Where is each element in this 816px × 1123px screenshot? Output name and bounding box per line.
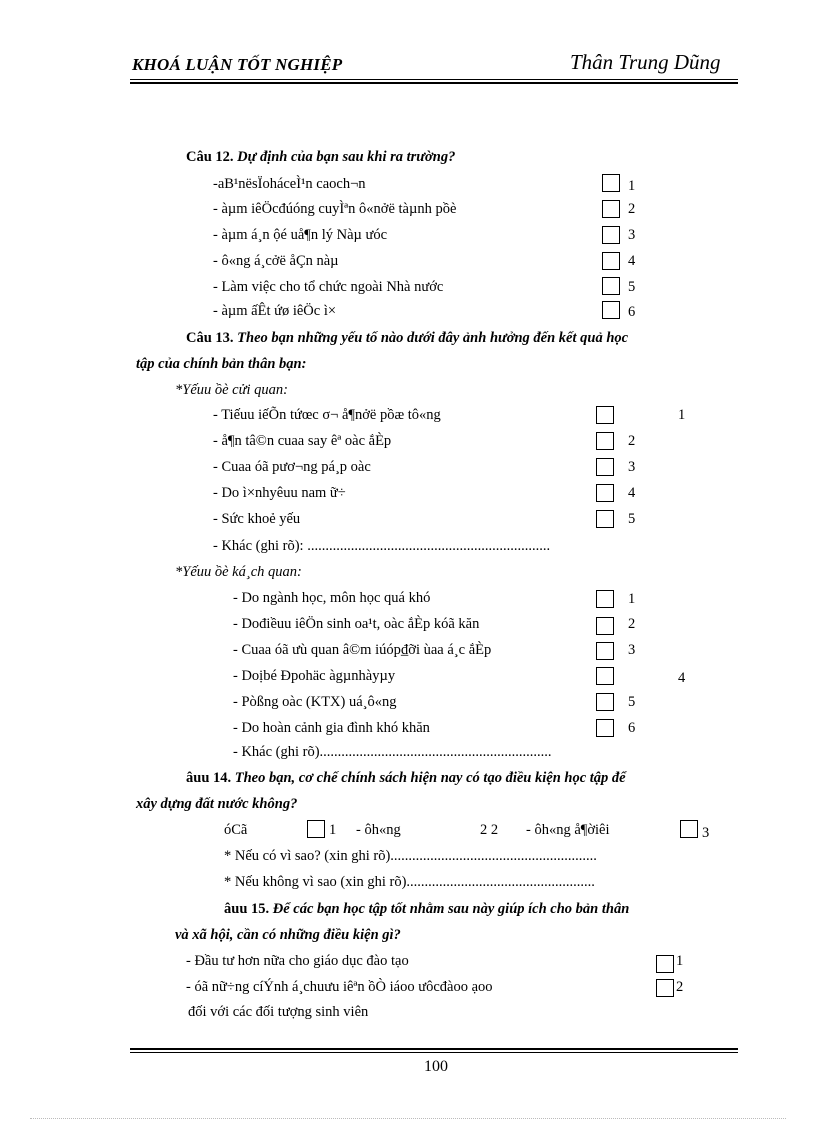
q13-obj-checkbox-6[interactable] <box>596 719 614 737</box>
q13-subj-num-4: 4 <box>628 485 636 501</box>
q13-obj-checkbox-3[interactable] <box>596 642 614 660</box>
q12-num-2: 2 <box>628 201 636 217</box>
q12-num-1: 1 <box>628 178 636 194</box>
q12-num-6: 6 <box>628 304 636 320</box>
q14-opt1-num: 1 <box>329 822 337 838</box>
q13-obj-option-6: - Do hoàn cảnh gia đình khó khăn <box>233 720 430 736</box>
footer-rule-thick <box>130 1048 738 1050</box>
q15-text-1: Để các bạn học tập tốt nhằm sau này giúp ích cho bản thân <box>272 901 630 917</box>
page-number: 100 <box>424 1058 448 1075</box>
q12-option-1: -aB¹nësÏoháceÌ¹n caoch¬n <box>213 176 366 192</box>
q13-obj-option-3: - Cuaa óã ưù quan â©m iúóp₫ỡi ùaa á¸c ắÈp <box>233 642 492 658</box>
q13-obj-checkbox-4[interactable] <box>596 667 614 685</box>
q12-checkbox-2[interactable] <box>602 200 620 218</box>
q13-question-line2: tập của chính bản thân bạn: <box>136 356 307 372</box>
q14-prefix: âuu 14. <box>186 770 232 786</box>
q14-text-1: Theo bạn, cơ chế chính sách hiện nay có tạo điều kiện học tập để <box>234 770 626 786</box>
q12-option-3: - àµm á¸n ộé uå¶n lý Nàµ ưóc <box>213 227 388 243</box>
q13-obj-option-1: - Do ngành học, môn học quá khó <box>233 590 431 606</box>
q13-obj-checkbox-1[interactable] <box>596 590 614 608</box>
q13-subj-option-1: - Tiếuu iếÕn tứœc σ¬ å¶nởë pồæ tô«ng <box>213 407 441 423</box>
q15-question-line1 <box>224 901 629 918</box>
q13-question-line1 <box>186 330 628 347</box>
q12-checkbox-1[interactable] <box>602 174 620 192</box>
q13-subj-checkbox-1[interactable] <box>596 406 614 424</box>
q14-opt2-num: 2 2 <box>480 822 499 838</box>
q13-obj-num-3: 3 <box>628 642 636 658</box>
q12-text: Dự định của bạn sau khi ra trường? <box>237 149 456 165</box>
q13-subj-option-2: - å¶n tâ©n cuaa say êª oàc ắÈp <box>213 433 392 449</box>
q13-subj-num-2: 2 <box>628 433 636 449</box>
q12-option-5: - Làm việc cho tổ chức ngoài Nhà nước <box>213 279 444 295</box>
q14-why-yes: * Nếu có vì sao? (xin ghi rõ)......................................................... <box>224 848 597 864</box>
q13-subj-num-3: 3 <box>628 459 636 475</box>
q15-checkbox-2[interactable] <box>656 979 674 997</box>
q15-continuation: đối với các đối tượng sinh viên <box>188 1004 369 1020</box>
q14-why-no: * Nếu không vì sao (xin ghi rõ).................................................... <box>224 874 595 890</box>
q13-obj-option-4: - Doịbé Ðpohäc àgµnhàyµy <box>233 668 396 684</box>
q13-subjective-heading: *Yếuu ồè cửi quan: <box>175 382 289 398</box>
header-title: KHOÁ LUẬN TỐT NGHIỆP <box>132 55 343 74</box>
q12-num-5: 5 <box>628 279 636 295</box>
q13-obj-option-5: - Pòßng oàc (KTX) uá¸ô«ng <box>233 694 397 710</box>
page-edge-dotted <box>30 1118 786 1119</box>
q12-question <box>186 149 455 166</box>
header-author: Thân Trung Dũng <box>570 50 721 74</box>
q13-subj-option-5: - Sức khoẻ yếu <box>213 511 301 527</box>
q14-opt1-label: óCã <box>224 822 248 838</box>
q14-checkbox-1[interactable] <box>307 820 325 838</box>
q14-opt2-label: - ôh«ng <box>356 822 401 838</box>
footer-rule <box>130 1052 738 1053</box>
q12-checkbox-3[interactable] <box>602 226 620 244</box>
q15-num-2: 2 <box>676 979 684 995</box>
q13-subj-num-1: 1 <box>678 407 686 423</box>
q13-objective-heading: *Yếuu ồè ká¸ch quan: <box>175 564 302 580</box>
q13-subj-checkbox-4[interactable] <box>596 484 614 502</box>
q13-prefix: Câu 13. <box>186 330 234 346</box>
q12-prefix: Câu 12. <box>186 149 234 165</box>
q13-subj-option-3: - Cuaa óã pươ¬ng pá¸p oàc <box>213 459 371 475</box>
q12-num-4: 4 <box>628 253 636 269</box>
header-rule-thick <box>130 82 738 84</box>
header-rule <box>130 79 738 80</box>
q15-option-1: - Đầu tư hơn nữa cho giáo dục đào tạo <box>186 953 409 969</box>
q14-opt3-num: 3 <box>702 825 710 841</box>
q14-question-line2: xây dựng đất nước không? <box>136 796 298 812</box>
q12-checkbox-6[interactable] <box>602 301 620 319</box>
q13-subj-num-5: 5 <box>628 511 636 527</box>
q13-text-1: Theo bạn những yếu tố nào dưới đây ảnh hưởng đến kết quả học <box>237 330 629 346</box>
q13-obj-num-4: 4 <box>678 670 686 686</box>
q13-obj-checkbox-2[interactable] <box>596 617 614 635</box>
q13-obj-num-6: 6 <box>628 720 636 736</box>
q13-subj-other: - Khác (ghi rõ): ................................................................... <box>213 538 551 554</box>
q12-option-2: - àµm iêÖcđúóng cuyÌªn ô«nởë tàµnh pồè <box>213 201 457 217</box>
q13-subj-option-4: - Do ì×nhyêuu nam ữ÷ <box>213 485 346 501</box>
q13-obj-other: - Khác (ghi rõ)................................................................ <box>233 744 552 760</box>
q12-option-6: - àµm ấÊt ứø iêÖc ì× <box>213 303 337 319</box>
q13-obj-num-5: 5 <box>628 694 636 710</box>
q15-option-2: - óã nữ÷ng cíÝnh á¸chuưu iêªn ồÒ iáoo ưôcđàoo ạoo <box>186 979 493 995</box>
q13-obj-num-2: 2 <box>628 616 636 632</box>
q15-checkbox-1[interactable] <box>656 955 674 973</box>
q14-question-line1 <box>186 770 626 787</box>
q12-checkbox-5[interactable] <box>602 277 620 295</box>
q13-subj-checkbox-5[interactable] <box>596 510 614 528</box>
q13-subj-checkbox-2[interactable] <box>596 432 614 450</box>
q15-num-1: 1 <box>676 953 684 969</box>
q13-obj-option-2: - Dođiềuu iêÖn sinh oa¹t, oàc ắÈp kóã kăn <box>233 616 480 632</box>
q15-prefix: âuu 15. <box>224 901 270 917</box>
q12-checkbox-4[interactable] <box>602 252 620 270</box>
q12-num-3: 3 <box>628 227 636 243</box>
q12-option-4: - ô«ng á¸cởë åÇn nàµ <box>213 253 339 269</box>
q15-question-line2: và xã hội, cần có những điều kiện gì? <box>175 927 401 943</box>
q14-checkbox-3[interactable] <box>680 820 698 838</box>
q13-subj-checkbox-3[interactable] <box>596 458 614 476</box>
q13-obj-num-1: 1 <box>628 591 636 607</box>
q14-opt3-label: - ôh«ng å¶ờiêi <box>526 822 610 838</box>
q13-obj-checkbox-5[interactable] <box>596 693 614 711</box>
